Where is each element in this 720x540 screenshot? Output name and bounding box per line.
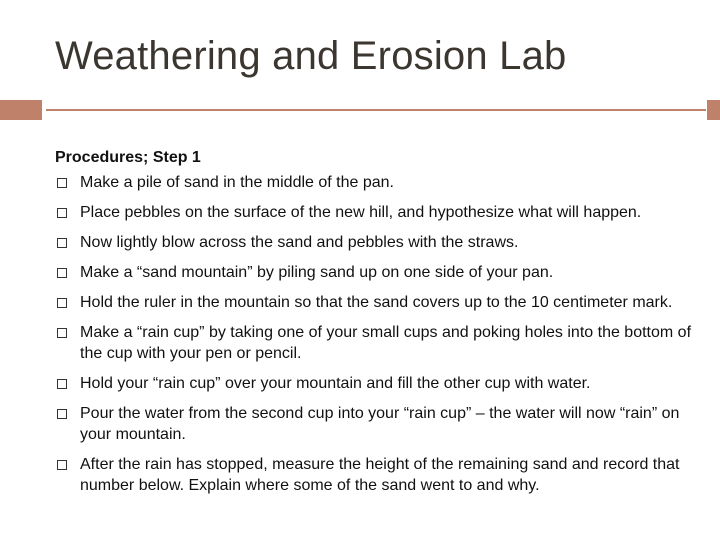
list-item-text: Pour the water from the second cup into your “rain cup” – the water will now “rain” on your mountain. <box>80 405 680 443</box>
list-item-text: Make a pile of sand in the middle of the pan. <box>80 174 394 191</box>
procedures-heading: Procedures; Step 1 <box>55 149 201 166</box>
list-item <box>55 403 695 445</box>
list-item <box>55 232 695 253</box>
list-item <box>55 262 695 283</box>
list-item <box>55 202 695 223</box>
list-item-text: Now lightly blow across the sand and pebbles with the straws. <box>80 234 519 251</box>
checkbox-bullet-icon <box>57 460 67 470</box>
checkbox-bullet-icon <box>57 178 67 188</box>
list-item-text: After the rain has stopped, measure the height of the remaining sand and record that number below. Explain where some of the sand went to and why. <box>80 456 680 494</box>
list-item-text: Place pebbles on the surface of the new hill, and hypothesize what will happen. <box>80 204 642 221</box>
divider-line <box>46 109 706 111</box>
checkbox-bullet-icon <box>57 268 67 278</box>
title-divider <box>0 100 720 120</box>
list-item <box>55 322 695 364</box>
checkbox-bullet-icon <box>57 328 67 338</box>
list-item-text: Hold your “rain cup” over your mountain and fill the other cup with water. <box>80 375 591 392</box>
checkbox-bullet-icon <box>57 298 67 308</box>
checkbox-bullet-icon <box>57 208 67 218</box>
checkbox-bullet-icon <box>57 238 67 248</box>
list-item-text: Make a “sand mountain” by piling sand up on one side of your pan. <box>80 264 554 281</box>
checkbox-bullet-icon <box>57 379 67 389</box>
list-item <box>55 172 695 193</box>
divider-accent-left <box>0 100 42 120</box>
list-item-text: Hold the ruler in the mountain so that the sand covers up to the 10 centimeter mark. <box>80 294 673 311</box>
list-item <box>55 373 695 394</box>
divider-accent-right <box>707 100 720 120</box>
list-item-text: Make a “rain cup” by taking one of your small cups and poking holes into the bottom of the cup with your pen or pencil. <box>80 324 692 362</box>
procedure-list <box>55 172 695 505</box>
list-item <box>55 454 695 496</box>
checkbox-bullet-icon <box>57 409 67 419</box>
list-item <box>55 292 695 313</box>
slide-title: Weathering and Erosion Lab <box>55 34 567 78</box>
